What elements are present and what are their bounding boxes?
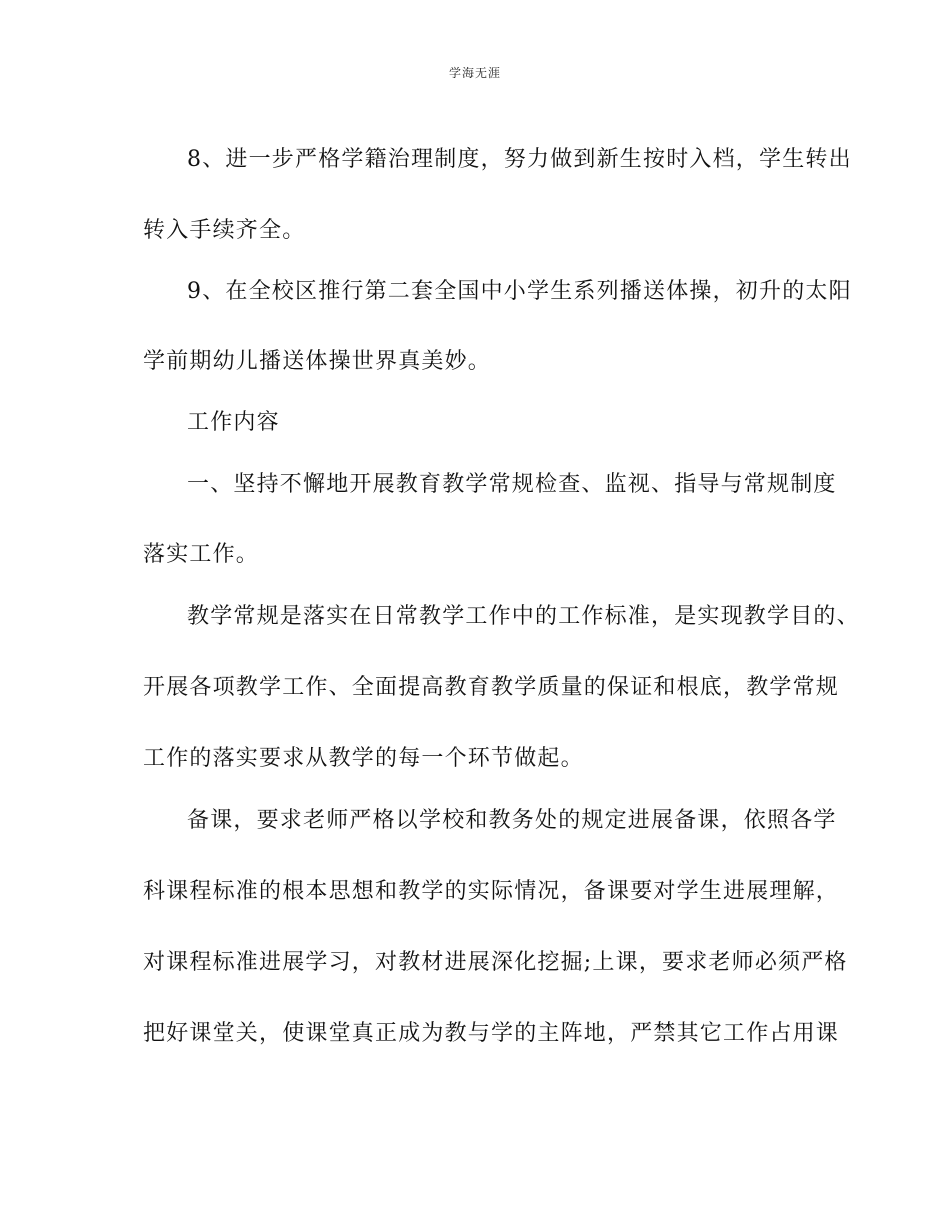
text-line: 教学常规是落实在日常教学工作中的工作标准，是实现教学目的、	[187, 604, 860, 629]
text-line: 落实工作。	[143, 542, 260, 567]
text-line: 8、进一步严格学籍治理制度，努力做到新生按时入档，学生转出	[187, 147, 852, 172]
text-line: 备课，要求老师严格以学校和教务处的规定进展备课，依照各学	[187, 808, 837, 833]
text-line: 把好课堂关，使课堂真正成为教与学的主阵地，严禁其它工作占用课	[143, 1021, 840, 1046]
text-line: 学前期幼儿播送体操世界真美妙。	[143, 349, 492, 374]
text-line: 对课程标准进展学习，对教材进展深化挖掘;上课，要求老师必须严格	[143, 950, 848, 975]
text-line: 科课程标准的根本思想和教学的实际情况，备课要对学生进展理解，	[143, 879, 840, 904]
page-header: 学海无涯	[448, 66, 501, 80]
text-line: 转入手续齐全。	[143, 218, 306, 243]
text-line: 开展各项教学工作、全面提高教育教学质量的保证和根底，教学常规	[143, 675, 840, 700]
text-line: 9、在全校区推行第二套全国中小学生系列播送体操，初升的太阳	[187, 279, 852, 304]
section-heading: 工作内容	[187, 410, 280, 435]
text-line: 工作的落实要求从教学的每一个环节做起。	[143, 746, 584, 771]
text-line: 一、坚持不懈地开展教育教学常规检查、监视、指导与常规制度	[187, 472, 837, 497]
